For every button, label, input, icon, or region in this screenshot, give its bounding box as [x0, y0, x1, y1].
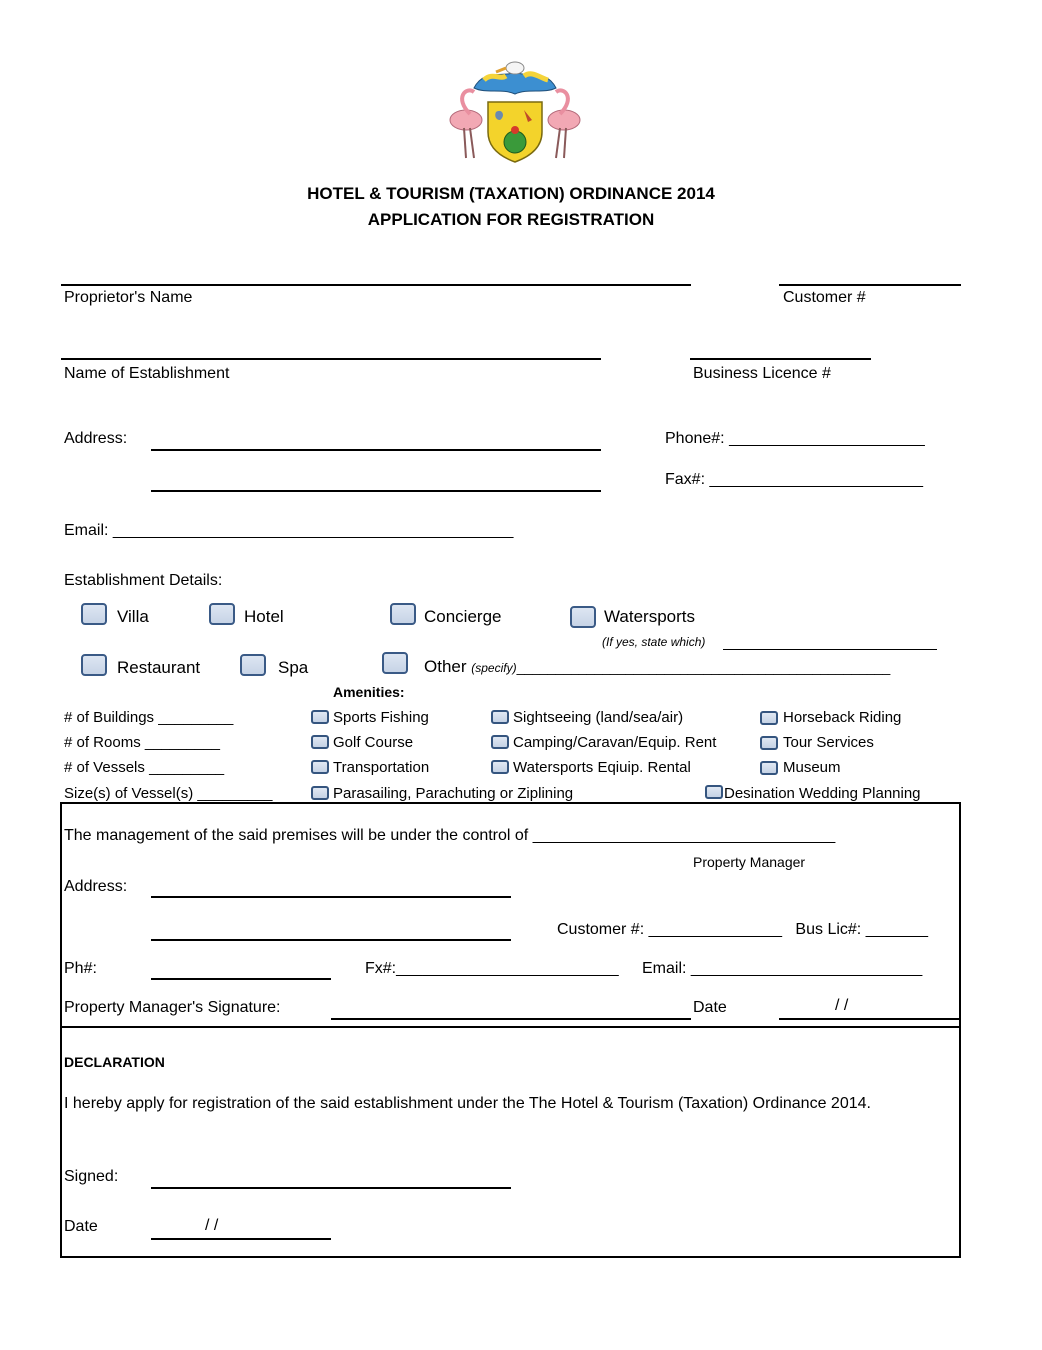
other-specify-note: (specify) [471, 661, 517, 675]
manager-address-label: Address: [64, 878, 128, 895]
address-line-1[interactable] [151, 449, 601, 451]
proprietor-name-label: Proprietor's Name [64, 289, 193, 306]
manager-ids-row [557, 921, 928, 939]
manager-fax-label: Fx#: [365, 960, 397, 977]
tour-services-checkbox[interactable] [760, 736, 778, 750]
watersports-label: Watersports [604, 607, 696, 626]
vessel-size-row [64, 785, 272, 802]
manager-email-row [642, 960, 922, 978]
establishment-name-label: Name of Establishment [64, 365, 230, 382]
camping-checkbox[interactable] [491, 735, 509, 749]
rooms-count-row [64, 734, 220, 751]
manager-phone-label: Ph#: [64, 960, 97, 977]
restaurant-checkbox[interactable] [81, 654, 107, 676]
phone-field[interactable]: ______________________ [729, 430, 925, 447]
form-title: HOTEL & TOURISM (TAXATION) ORDINANCE 2014 [307, 184, 715, 203]
tour-services-label: Tour Services [783, 734, 874, 751]
fax-label [665, 471, 923, 489]
manager-email-label: Email: [642, 960, 687, 977]
watersports-rental-checkbox[interactable] [491, 760, 509, 774]
form-subtitle: APPLICATION FOR REGISTRATION [367, 210, 655, 229]
parasailing-checkbox[interactable] [311, 786, 329, 800]
buildings-count-field[interactable]: _________ [158, 709, 234, 726]
buildings-count-row [64, 709, 233, 726]
vessel-size-label: Size(s) of Vessel(s) [64, 785, 194, 802]
manager-address-line-1[interactable] [151, 896, 511, 898]
signed-line[interactable] [151, 1187, 511, 1189]
manager-fax-row [365, 960, 619, 978]
other-row [424, 657, 890, 677]
email-label: Email: [64, 522, 109, 539]
signed-label: Signed: [64, 1168, 119, 1185]
watersports-rental-label: Watersports Eqiuip. Rental [513, 759, 691, 776]
declaration-date-slashes: / / [205, 1217, 219, 1234]
vessel-size-field[interactable]: _________ [197, 785, 273, 802]
management-statement-row [64, 827, 835, 845]
declaration-text: I hereby apply for registration of the said establishment under the The Hotel & Tourism (Taxation) Ordinance 2014. [64, 1095, 871, 1112]
manager-signature-line[interactable] [331, 1018, 691, 1020]
establishment-name-line[interactable] [61, 358, 601, 360]
wedding-planning-checkbox[interactable] [705, 785, 723, 799]
manager-customer-label: Customer #: [557, 921, 645, 938]
if-yes-note: (If yes, state which) [602, 635, 706, 649]
manager-date-label: Date [693, 999, 727, 1016]
villa-checkbox[interactable] [81, 603, 107, 625]
restaurant-label: Restaurant [117, 658, 201, 677]
watersports-checkbox[interactable] [570, 606, 596, 628]
spa-checkbox[interactable] [240, 654, 266, 676]
address-line-2[interactable] [151, 490, 601, 492]
manager-signature-label: Property Manager's Signature: [64, 999, 281, 1016]
manager-email-field[interactable]: __________________________ [690, 960, 923, 977]
golf-course-label: Golf Course [333, 734, 414, 751]
concierge-checkbox[interactable] [390, 603, 416, 625]
parasailing-label: Parasailing, Parachuting or Ziplining [333, 785, 574, 802]
manager-name-field[interactable]: __________________________________ [532, 827, 836, 844]
email-row [64, 522, 513, 540]
fax-label-text: Fax#: [665, 471, 706, 488]
golf-course-checkbox[interactable] [311, 735, 329, 749]
manager-phone-line[interactable] [151, 978, 331, 980]
watersports-which-line[interactable] [723, 649, 937, 650]
wedding-planning-label: Desination Wedding Planning [724, 785, 921, 802]
concierge-label: Concierge [424, 607, 502, 626]
rooms-count-field[interactable]: _________ [144, 734, 220, 751]
sightseeing-label: Sightseeing (land/sea/air) [513, 709, 684, 726]
other-label: Other [424, 657, 467, 676]
email-field[interactable]: _____________________________________________ [112, 522, 514, 539]
other-specify-field[interactable]: ________________________________________________ [516, 659, 891, 675]
manager-address-line-2[interactable] [151, 939, 511, 941]
proprietor-name-line[interactable] [61, 284, 691, 286]
customer-number-line[interactable] [779, 284, 961, 286]
manager-date-slashes: / / [835, 997, 849, 1014]
sports-fishing-checkbox[interactable] [311, 710, 329, 724]
museum-checkbox[interactable] [760, 761, 778, 775]
other-checkbox[interactable] [382, 652, 408, 674]
fax-field[interactable]: ________________________ [709, 471, 924, 488]
hotel-label: Hotel [244, 607, 284, 626]
transportation-label: Transportation [333, 759, 430, 776]
sightseeing-checkbox[interactable] [491, 710, 509, 724]
museum-label: Museum [783, 759, 841, 776]
vessels-count-label: # of Vessels [64, 759, 145, 776]
rooms-count-label: # of Rooms [64, 734, 141, 751]
transportation-checkbox[interactable] [311, 760, 329, 774]
customer-number-label: Customer # [783, 289, 866, 306]
manager-bus-lic-field[interactable]: _______ [865, 921, 928, 938]
manager-date-line[interactable] [779, 1018, 961, 1020]
camping-label: Camping/Caravan/Equip. Rent [513, 734, 717, 751]
business-licence-line[interactable] [690, 358, 871, 360]
horseback-riding-checkbox[interactable] [760, 711, 778, 725]
business-licence-label: Business Licence # [693, 365, 831, 382]
manager-fax-field[interactable]: _________________________ [396, 960, 619, 977]
amenities-heading: Amenities: [333, 684, 405, 700]
management-statement: The management of the said premises will be under the control of [64, 827, 529, 844]
coat-of-arms-emblem [444, 58, 586, 166]
horseback-riding-label: Horseback Riding [783, 709, 902, 726]
hotel-checkbox[interactable] [209, 603, 235, 625]
vessels-count-row [64, 759, 224, 776]
sports-fishing-label: Sports Fishing [333, 709, 429, 726]
vessels-count-field[interactable]: _________ [149, 759, 225, 776]
buildings-count-label: # of Buildings [64, 709, 155, 726]
address-label: Address: [64, 430, 128, 447]
declaration-heading: DECLARATION [64, 1054, 165, 1070]
phone-label [665, 430, 925, 448]
spa-label: Spa [278, 658, 309, 677]
villa-label: Villa [117, 607, 149, 626]
manager-bus-lic-label: Bus Lic#: [795, 921, 862, 938]
manager-customer-field[interactable]: _______________ [648, 921, 783, 938]
phone-label-text: Phone#: [665, 430, 725, 447]
declaration-date-label: Date [64, 1218, 98, 1235]
property-manager-caption: Property Manager [693, 854, 806, 870]
declaration-date-line[interactable] [151, 1238, 331, 1240]
declaration-section [60, 1026, 961, 1258]
establishment-details-heading: Establishment Details: [64, 572, 223, 589]
